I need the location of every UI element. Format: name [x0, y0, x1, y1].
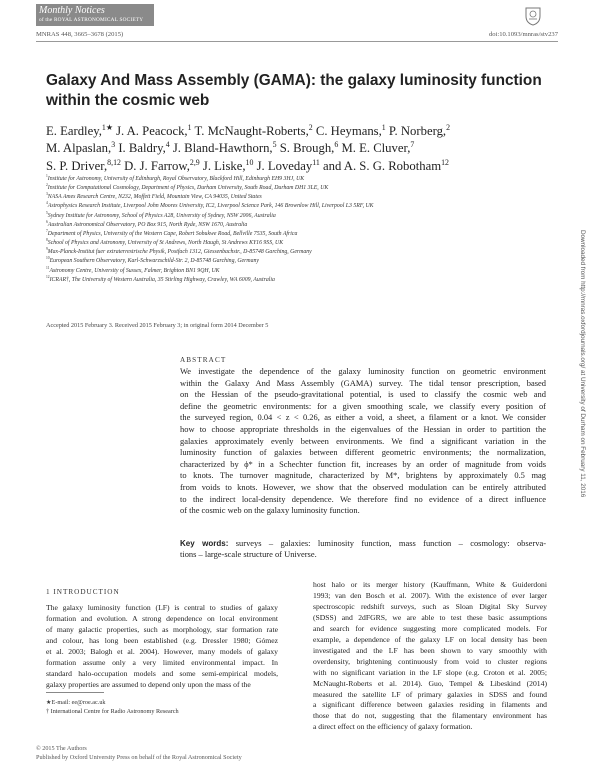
author-name: S. P. Driver,	[46, 158, 108, 173]
author-line	[46, 140, 551, 157]
abstract-line: characterized by ϕ* in a Schechter function fit, increases by an order of magnitude from voids	[180, 458, 546, 469]
author-name: T. McNaught-Roberts,	[191, 124, 309, 138]
body-line: formation assume only a very limited environmental impact. In	[46, 657, 278, 667]
affiliation-item: $^2$Institute for Computational Cosmology, Department of Physics, Durham University, South Road, Durham DH1 3LE, UK	[46, 183, 329, 192]
affiliation-item: $^9$Max-Planck-Institut fuer extraterrestrische Physik, Postfach 1312, Giessenbachstr., D-85748 Garching, Germany	[46, 247, 312, 256]
author-affil-mark: 10	[245, 157, 254, 167]
author-affil-mark: 2	[308, 122, 313, 132]
abstract-line: to the indirect local-density dependence. We therefore find no evidence of a direct influence	[180, 493, 546, 504]
author-name: M. E. Cluver,	[338, 141, 411, 156]
footnote-icrar: † International Centre for Radio Astronomy Research	[46, 708, 179, 715]
publication-history: Accepted 2015 February 3. Received 2015 February 3; in original form 2014 December 5	[46, 322, 269, 329]
author-affil-mark: 7	[410, 140, 415, 150]
body-line: with no significant variation in the LF slope (e.g. Croton et al. 2005;	[313, 667, 547, 677]
abstract-line: galaxies approximately evenly between environments. We find a significant variation in the	[180, 435, 546, 446]
abstract-line: within the Galaxy And Mass Assembly (GAMA) survey. The tidal tensor prescription, based	[180, 377, 546, 388]
journal-banner-title: Monthly Notices	[39, 5, 105, 16]
author-line	[46, 123, 551, 140]
keywords-label: Key words:	[180, 539, 229, 548]
body-line: 1993; van den Bosch et al. 2007). With the existence of ever larger	[313, 590, 547, 600]
journal-banner-subtitle: of the ROYAL ASTRONOMICAL SOCIETY	[39, 17, 144, 23]
affiliation-item: $^{12}$ICRAR†, The University of Western Australia, 35 Stirling Highway, Crawley, WA 6009, Australia	[46, 274, 275, 283]
journal-citation: MNRAS 448, 3665–3678 (2015)	[36, 31, 124, 38]
body-line: a direct effect on the efficiency of galaxy formation.	[313, 722, 473, 732]
doi-link[interactable]: doi:10.1093/mnras/stv237	[488, 31, 558, 38]
abstract-line: how to choose appropriate thresholds in the eigenvalues of the Hessian in order to partition the	[180, 423, 546, 434]
body-line: and search for evidence suggesting more complicated models. For	[313, 623, 547, 633]
author-name: M. Alpaslan,	[46, 141, 112, 156]
abstract-body	[180, 366, 546, 517]
body-line: and colour, has long been established (e.g. Dressler 1980; Gómez	[46, 635, 278, 645]
affiliation-item: $^{11}$Astronomy Centre, University of Sussex, Falmer, Brighton BN1 9QH, UK	[46, 265, 220, 274]
affiliation-item: $^3$NASA Ames Research Centre, N232, Moffett Field, Mountain View, CA 94035, United States	[46, 192, 262, 201]
body-line: host halo or its merger history (Kauffmann, White & Guiderdoni	[313, 580, 547, 589]
abstract-heading: ABSTRACT	[180, 356, 227, 364]
abstract-line: the surveyed region, 0.04 < z < 0.26, as either a void, a sheet, a filament or a knot. We consider	[180, 412, 546, 423]
body-line: The galaxy luminosity function (LF) is central to studies of galaxy	[46, 603, 278, 612]
footnote-email[interactable]: ★E-mail: ee@roe.ac.uk	[46, 699, 106, 706]
author-affil-mark: 3	[111, 140, 116, 150]
affiliation-item: $^6$Australian Astronomical Observatory, PO Box 915, North Ryde, NSW 1670, Australia	[46, 219, 248, 228]
abstract-line: We investigate the dependence of the galaxy luminosity function on geometric environment	[180, 366, 546, 376]
author-name: J. A. Peacock,	[112, 124, 188, 138]
body-line: example, a dependence of the galaxy LF on local density has been	[313, 634, 547, 644]
abstract-line: to knots. The turnover magnitude, characterized by M*, brightens by approximately 0.5 mag	[180, 470, 546, 481]
paper-title-line: Galaxy And Mass Assembly (GAMA): the galaxy luminosity function	[46, 72, 542, 89]
author-affil-mark: 1	[381, 122, 386, 132]
body-line: standard halo-occupation models and some semi-empirical models,	[46, 668, 278, 678]
author-name: C. Heymans,	[312, 124, 382, 138]
body-line: (SDSS) and 2dFGRS, we are able to test these basic assumptions	[313, 612, 547, 622]
body-line: et al. 2003; Balogh et al. 2004). However, many models of galaxy	[46, 646, 278, 656]
author-affil-mark: 4	[165, 140, 170, 150]
copyright-line: © 2015 The Authors	[36, 745, 87, 752]
author-line	[46, 158, 551, 175]
body-line: those that do not, suggesting that the filamentary environment has	[313, 711, 547, 721]
author-affil-mark: 6	[334, 140, 339, 150]
section-heading: 1 INTRODUCTION	[46, 588, 120, 596]
author-name: J. Liske,	[199, 158, 246, 173]
keywords-line: Key words: surveys – galaxies: luminosity function, mass function – cosmology: observa-	[180, 538, 547, 548]
author-affil-mark: 12	[441, 157, 449, 167]
affiliation-item: $^8$School of Physics and Astronomy, University of St Andrews, North Haugh, St Andrews KY16 9SS, UK	[46, 238, 284, 247]
body-line: McNaught-Roberts et al. 2014). Guo, Tempel & Libeskind (2014)	[313, 678, 547, 688]
author-affil-mark: 2,9	[189, 157, 200, 167]
body-line: formation and evolution. A strong dependence on local environment	[46, 613, 278, 623]
abstract-line: define the geometric environments: for a given smoothing scale, we classify every position of	[180, 400, 546, 411]
author-name: J. Loveday	[253, 158, 313, 173]
abstract-line: of the cosmic web on the galaxy luminosity function.	[180, 505, 360, 516]
affiliation-item: $^7$Department of Physics, University of the Western Cape, Robert Sobukwe Road, Bellville 7535, South Africa	[46, 229, 298, 237]
affiliation-item: $^1$Institute for Astronomy, University of Edinburgh, Royal Observatory, Blackford Hill, Edinburgh EH9 3HJ, UK	[46, 174, 305, 182]
header-rule	[36, 41, 558, 42]
body-column-right	[313, 580, 547, 733]
author-name: J. Bland-Hawthorn,	[169, 141, 273, 156]
body-line: of many galactic properties, such as morphology, star formation rate	[46, 624, 278, 634]
copyright	[36, 744, 242, 762]
footnotes	[46, 698, 179, 716]
abstract-line: luminosity function of galaxies between different geometric environments; the normalization,	[180, 447, 546, 458]
abstract-line: on the Hessian of the pseudo-gravitational potential, is used to classify the cosmic web and	[180, 389, 546, 400]
footnote-rule	[46, 692, 104, 693]
author-affil-mark: 1★	[101, 122, 113, 132]
download-side-note	[578, 230, 586, 560]
author-name: E. Eardley,	[46, 124, 102, 138]
author-affil-mark: 8,12	[107, 157, 121, 167]
affiliation-item: $^4$Astrophysics Research Institute, Liverpool John Moores University, IC2, Liverpool Science Park, 146 Brownlow Hill, Liverpool L3 5RF, UK	[46, 201, 374, 210]
journal-banner	[36, 4, 154, 26]
body-line: investigated and the LF has been shown to vary smoothly with	[313, 645, 547, 655]
author-affil-mark: 5	[272, 140, 277, 150]
author-affil-mark: 2	[446, 122, 451, 132]
author-name: S. Brough,	[276, 141, 335, 156]
author-name: I. Baldry,	[115, 141, 166, 156]
abstract-line: from voids to knots. However, we show that the observed modulation can be entirely attributed	[180, 481, 546, 492]
copyright-line: Published by Oxford University Press on behalf of the Royal Astronomical Society	[36, 754, 242, 761]
author-name: D. J. Farrow,	[120, 158, 190, 173]
author-list	[46, 123, 551, 175]
affiliation-list	[46, 175, 561, 285]
body-line: spectroscopic redshift surveys, such as Sloan Digital Sky Survey	[313, 601, 547, 611]
paper-title	[46, 71, 546, 111]
body-column-left	[46, 603, 278, 691]
keywords	[180, 538, 546, 561]
ras-crest-icon	[524, 6, 542, 26]
paper-title-line: within the cosmic web	[46, 92, 210, 109]
author-affil-mark: 11	[312, 157, 320, 167]
body-line: measured the satellite LF of primary galaxies in SDSS and found	[313, 689, 547, 699]
affiliation-item: $^5$Sydney Institute for Astronomy, School of Physics A28, University of Sydney, NSW 2006, Australia	[46, 210, 276, 219]
author-affil-mark: 1	[187, 122, 192, 132]
body-line: galaxy properties are assumed to depend only upon the mass of the	[46, 679, 251, 689]
author-name: and A. S. G. Robotham	[319, 158, 442, 173]
download-side-note-text[interactable]: Downloaded from http://mnras.oxfordjournals.org/ at University of Durham on February 11, 2016	[579, 230, 586, 498]
body-line: a significant difference between galaxies residing in filaments and	[313, 700, 547, 710]
body-line: overdensity, brightening continuously from void to cluster regions	[313, 656, 547, 666]
affiliation-item: $^{10}$European Southern Observatory, Karl-Schwarzschild-Str. 2, D-85748 Garching, Germany	[46, 256, 259, 265]
keywords-line: tions – large-scale structure of Universe.	[180, 549, 317, 560]
author-name: P. Norberg,	[385, 124, 447, 138]
